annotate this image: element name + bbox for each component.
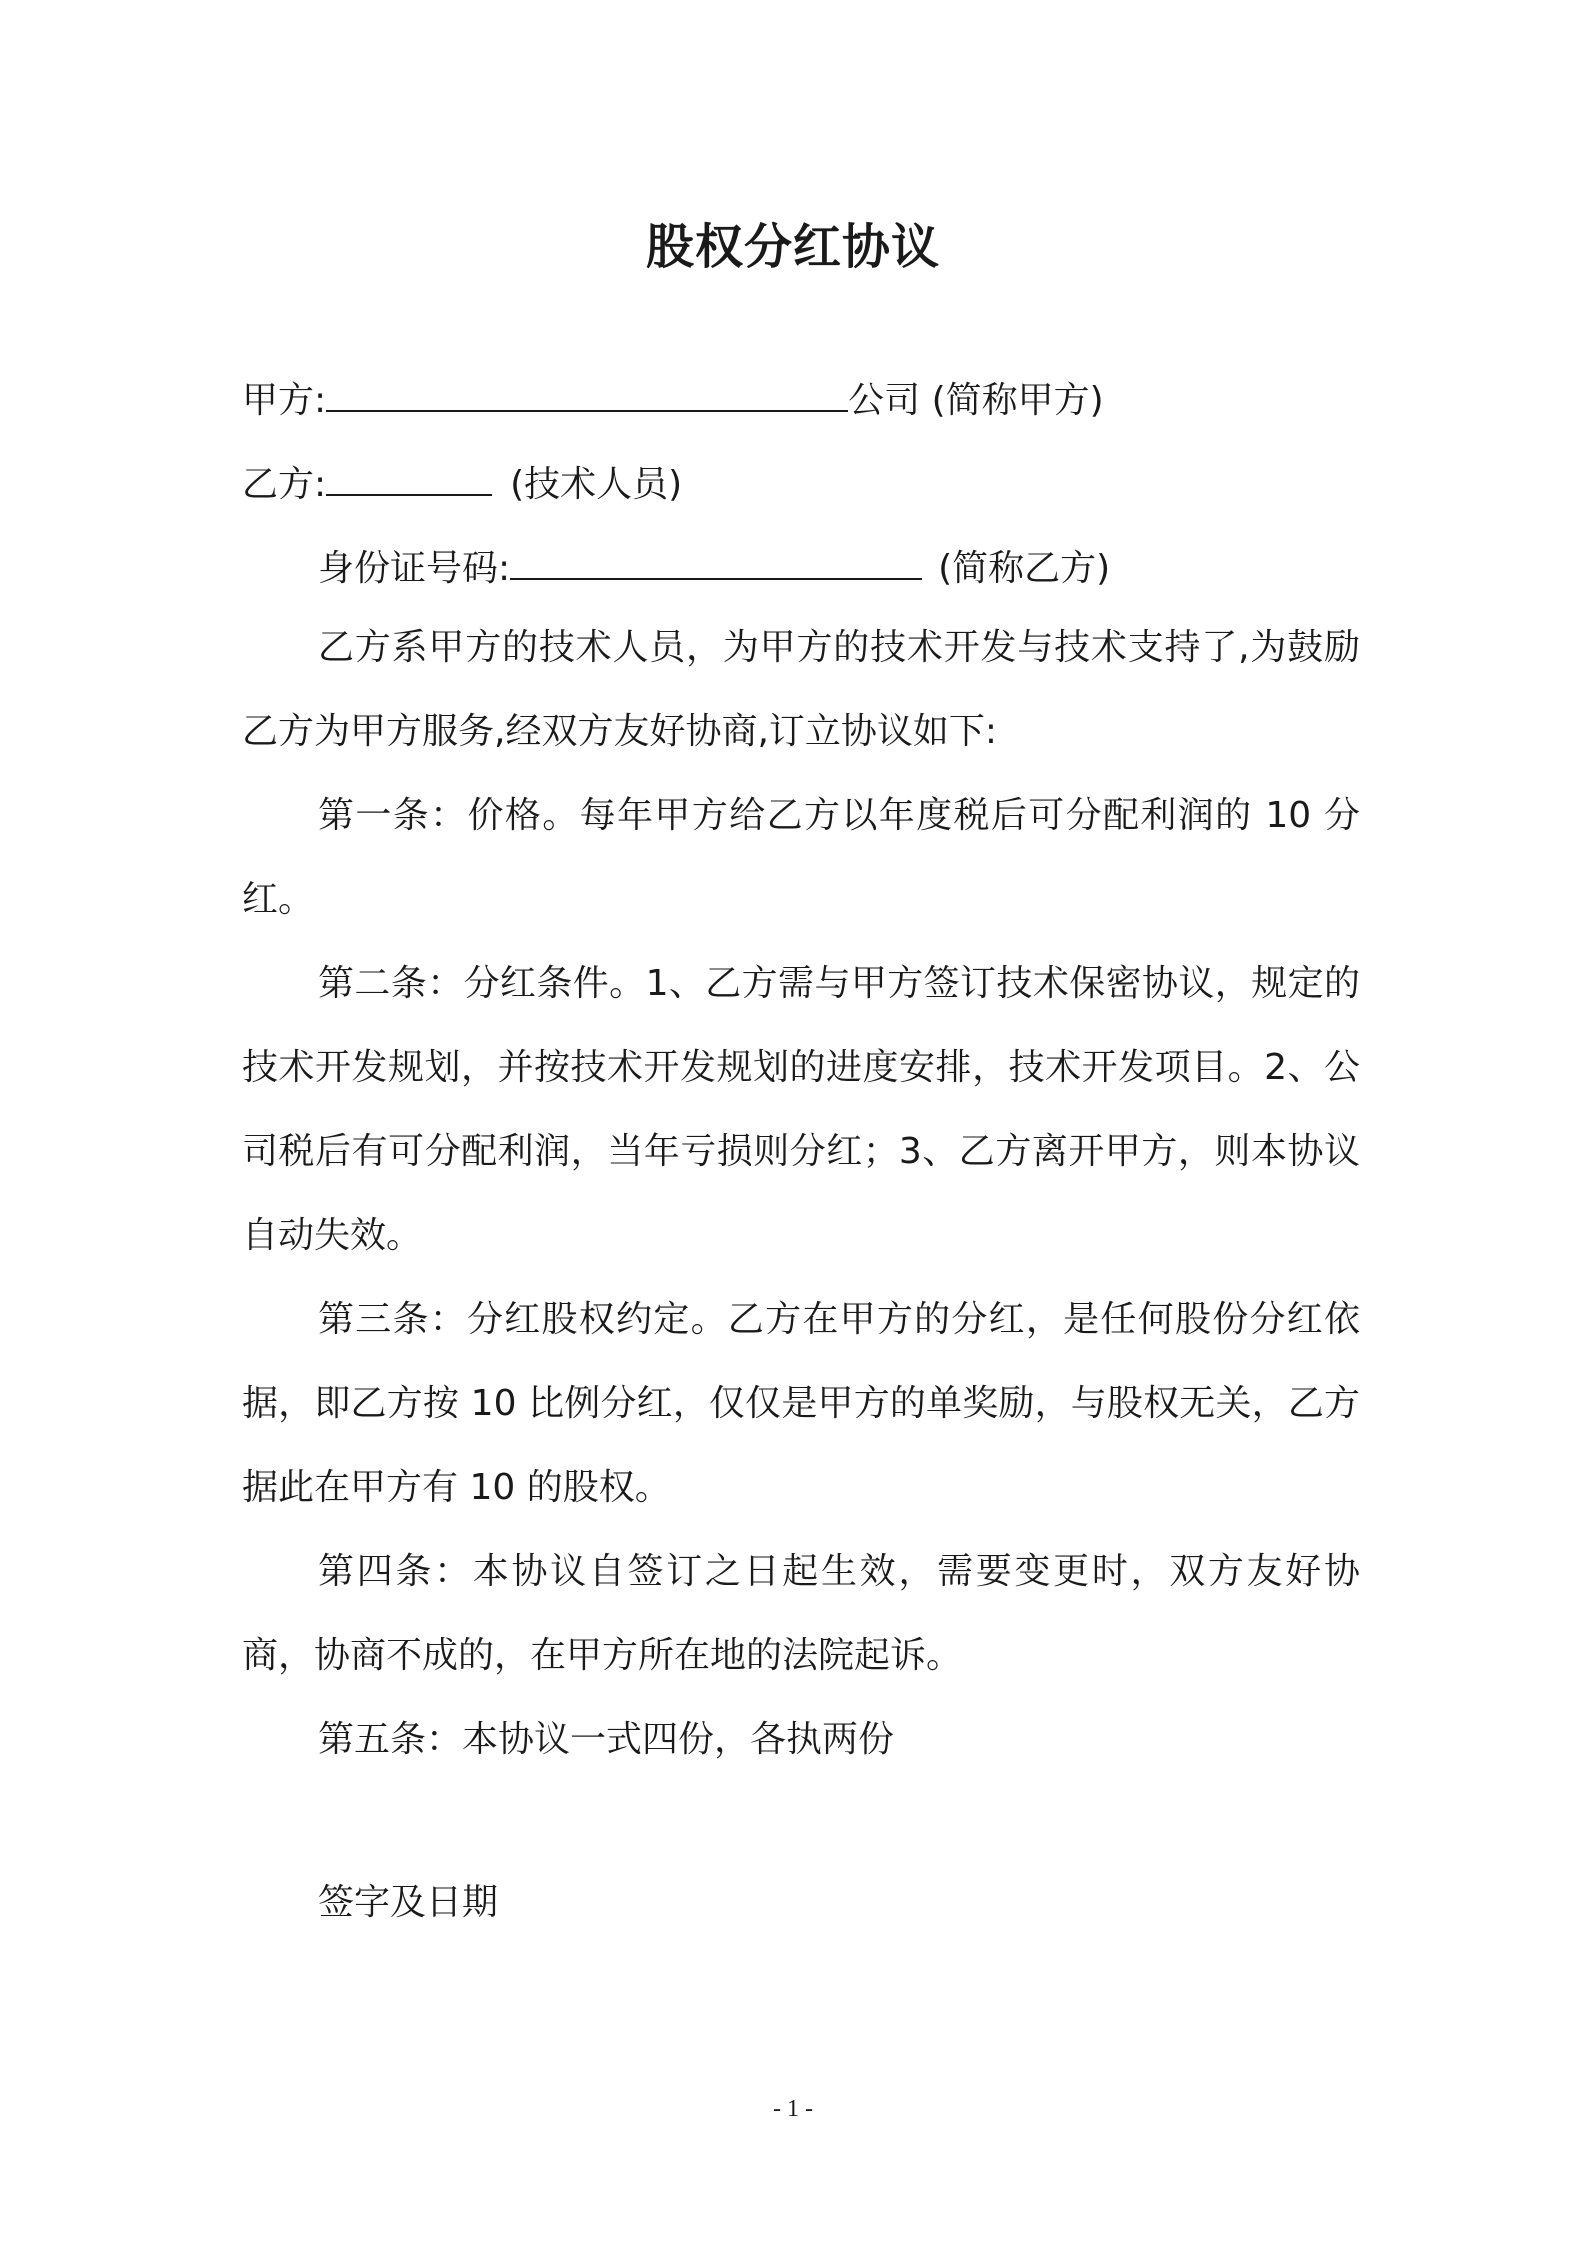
signature-date: 签字及日期 [318,1882,499,1923]
party-b-line [242,456,682,510]
id-number-line [318,540,1110,594]
intro-paragraph: 乙方系甲方的技术人员，为甲方的技术开发与技术支持了,为鼓励乙方为甲方服务,经双方友好协商,订立协议如下: [242,627,1360,752]
party-a-suffix: 公司 (简称甲方) [848,380,1104,421]
article-3: 第三条：分红股权约定。乙方在甲方的分红，是任何股份分红依据，即乙方按 10 比例分红，仅仅是甲方的单奖励，与股权无关，乙方据此在甲方有 10 的股权。 [242,1299,1360,1508]
party-b-suffix: (技术人员) [510,464,683,505]
party-b-label: 乙方: [242,464,327,505]
party-a-line [242,372,1104,426]
article-5: 第五条：本协议一式四份，各执两份 [318,1719,895,1760]
document-title: 股权分红协议 [645,219,940,275]
article-2: 第二条：分红条件。1、乙方需与甲方签订技术保密协议，规定的技术开发规划，并按技术开发规划的进度安排，技术开发项目。2、公司税后有可分配利润，当年亏损则分红；3、乙方离开甲方，则本协议自动失效。 [242,963,1360,1256]
party-b-name-field[interactable] [326,456,492,496]
party-a-name-field[interactable] [326,372,848,412]
page-number: - 1 - [773,2096,813,2122]
article-1: 第一条：价格。每年甲方给乙方以年度税后可分配利润的 10 分红。 [242,795,1360,920]
article-4: 第四条：本协议自签订之日起生效，需要变更时，双方友好协商，协商不成的，在甲方所在地的法院起诉。 [242,1551,1360,1676]
id-number-field[interactable] [510,540,922,580]
id-number-suffix: (简称乙方) [938,548,1111,589]
party-a-label: 甲方: [242,380,327,421]
id-number-label: 身份证号码: [318,548,511,589]
